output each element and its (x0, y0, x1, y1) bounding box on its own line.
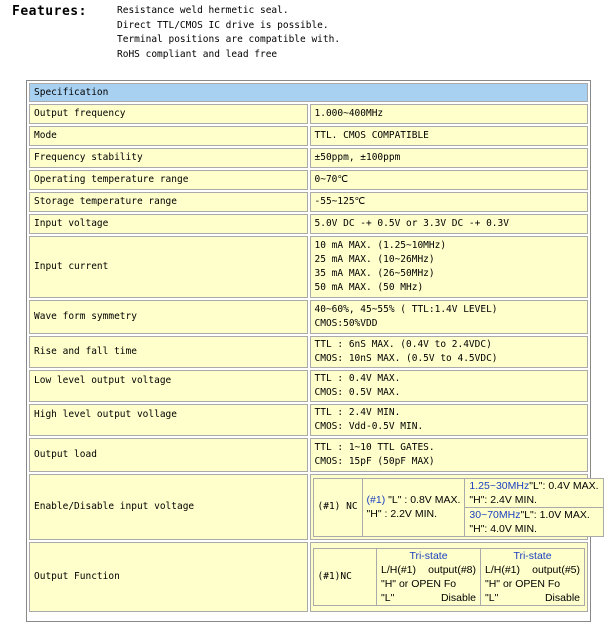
row-value: 0~70℃ (310, 170, 589, 190)
frequency-range: 30~70MHz (469, 508, 521, 521)
state-line: "H" or OPEN Fo (485, 578, 561, 590)
high-level: "H" : 2.2V MIN. (366, 508, 438, 520)
features-list (117, 4, 340, 62)
value-line: TTL : 1~10 TTL GATES. (314, 442, 435, 453)
row-label: Input current (29, 236, 308, 298)
row-label: Frequency stability (29, 148, 308, 168)
row-value (310, 336, 589, 368)
row-value: 1.000~400MHz (310, 104, 589, 124)
row-label: Output frequency (29, 104, 308, 124)
tristate-title: Tri-state (409, 550, 448, 562)
low-level: "L": 1.0V MAX. (520, 508, 590, 521)
feature-item: Direct TTL/CMOS IC drive is possible. (117, 19, 329, 31)
value-line: CMOS: 0.5V MAX. (314, 387, 401, 398)
row-label: Operating temperature range (29, 170, 308, 190)
output-label: output(#8) (428, 564, 476, 576)
table-row (29, 104, 588, 124)
table-row (29, 542, 588, 612)
frequency-range: 1.25~30MHz (469, 479, 530, 492)
row-value (310, 300, 589, 334)
pin-cell: (#1)NC (313, 549, 377, 606)
low-level: "L" : 0.8V MAX. (388, 494, 461, 506)
output-label: output(#5) (532, 564, 580, 576)
table-row (29, 148, 588, 168)
enable-disable-subtable (313, 478, 604, 537)
row-value: 5.0V DC -+ 0.5V or 3.3V DC -+ 0.3V (310, 214, 589, 234)
value-line: CMOS: 15pF (50pF MAX) (314, 456, 435, 467)
row-value: -55~125℃ (310, 192, 589, 212)
row-label: High level output vollage (29, 404, 308, 436)
output-function-subtable (313, 548, 586, 606)
high-level: "H": 2.4V MIN. (469, 493, 537, 506)
table-row (29, 438, 588, 472)
value-line: TTL : 0.4V MAX. (314, 373, 401, 384)
row-value: TTL. CMOS COMPATIBLE (310, 126, 589, 146)
value-line: 50 mA MAX. (50 MHz) (314, 282, 424, 293)
table-row (29, 126, 588, 146)
lh-label: L/H(#1) (381, 564, 417, 576)
features-title: Features: (12, 4, 87, 19)
tristate-cell-1 (377, 549, 481, 606)
row-value (310, 404, 589, 436)
value-line: TTL : 2.4V MIN. (314, 407, 401, 418)
tristate-title: Tri-state (513, 550, 552, 562)
row-value (310, 474, 599, 540)
row-label: Output Function (29, 542, 308, 612)
tristate-cell-2 (481, 549, 585, 606)
range-1-cell (465, 478, 603, 507)
table-row (29, 170, 588, 190)
value-line: CMOS: Vdd-0.5V MIN. (314, 421, 424, 432)
row-label: Wave form symmetry (29, 300, 308, 334)
low-level: "L": 0.4V MAX. (529, 479, 599, 492)
value-line: CMOS:50%VDD (314, 318, 378, 329)
row-label: Rise and fall time (29, 336, 308, 368)
table-row (29, 474, 588, 540)
table-row (29, 214, 588, 234)
feature-item: Terminal positions are compatible with. (117, 34, 341, 45)
row-value: ±50ppm, ±100ppm (310, 148, 589, 168)
row-label: Enable/Disable input voltage (29, 474, 308, 540)
table-row (29, 336, 588, 368)
value-line: 40~60%, 45~55% ( TTL:1.4V LEVEL) (314, 304, 498, 315)
row-label: Mode (29, 126, 308, 146)
row-label: Low level output voltage (29, 370, 308, 402)
row-value (310, 370, 589, 402)
range-2-cell (465, 507, 603, 536)
state-line: "L" Disable (485, 592, 580, 604)
state-line: "H" or OPEN Fo (381, 578, 457, 590)
pin-ref: (#1) (366, 494, 386, 506)
feature-item: RoHS compliant and lead free (117, 48, 278, 60)
table-row (29, 236, 588, 298)
row-value (310, 542, 589, 612)
table-row (29, 192, 588, 212)
pin-cell: (#1) NC (313, 478, 362, 536)
high-level: "H": 4.0V MIN. (469, 522, 537, 535)
table-row (29, 300, 588, 334)
specification-table (26, 80, 599, 622)
row-label: Input voltage (29, 214, 308, 234)
row-value (310, 236, 589, 298)
spec-header: Specification (29, 83, 588, 102)
value-line: CMOS: 10nS MAX. (0.5V to 4.5VDC) (314, 353, 498, 364)
row-value (310, 438, 589, 472)
pin1-threshold-cell (362, 478, 465, 536)
value-line: TTL : 6nS MAX. (0.4V to 2.4VDC) (314, 339, 492, 350)
table-row (29, 370, 588, 402)
table-row (29, 404, 588, 436)
lh-label: L/H(#1) (485, 564, 521, 576)
value-line: 25 mA MAX. (10~26MHz) (314, 254, 435, 265)
row-label: Output load (29, 438, 308, 472)
feature-item: Resistance weld hermetic seal. (117, 5, 289, 16)
state-line: "L" Disable (381, 592, 476, 604)
row-label: Storage temperature range (29, 192, 308, 212)
value-line: 35 mA MAX. (26~50MHz) (314, 268, 435, 279)
value-line: 10 mA MAX. (1.25~10MHz) (314, 240, 447, 251)
